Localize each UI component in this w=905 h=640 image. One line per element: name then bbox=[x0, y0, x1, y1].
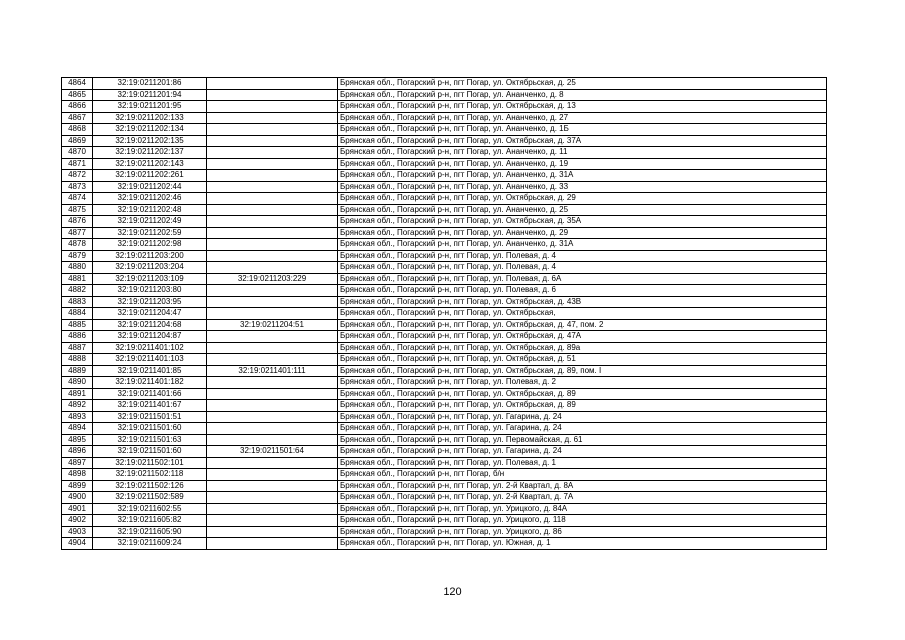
row-number-cell: 4867 bbox=[62, 112, 93, 124]
related-cadastral-cell bbox=[207, 262, 338, 274]
table-row bbox=[62, 365, 827, 377]
cadastral-number-cell: 32:19:0211202:49 bbox=[93, 216, 207, 228]
related-cadastral-cell bbox=[207, 308, 338, 320]
address-cell: Брянская обл., Погарский р-н, пгт Погар, ул. Октябрьская, д. 47, пом. 2 bbox=[338, 319, 827, 331]
related-cadastral-cell bbox=[207, 112, 338, 124]
row-number-cell: 4876 bbox=[62, 216, 93, 228]
address-cell: Брянская обл., Погарский р-н, пгт Погар, ул. Октябрьская, bbox=[338, 308, 827, 320]
table-row bbox=[62, 457, 827, 469]
table-row bbox=[62, 124, 827, 136]
row-number-cell: 4868 bbox=[62, 124, 93, 136]
table-row bbox=[62, 285, 827, 297]
cadastral-number-cell: 32:19:0211201:94 bbox=[93, 89, 207, 101]
related-cadastral-cell bbox=[207, 239, 338, 251]
address-cell: Брянская обл., Погарский р-н, пгт Погар, ул. Полевая, д. 6 bbox=[338, 285, 827, 297]
address-cell: Брянская обл., Погарский р-н, пгт Погар, ул. Ананченко, д. 31А bbox=[338, 170, 827, 182]
related-cadastral-cell bbox=[207, 434, 338, 446]
cadastral-number-cell: 32:19:0211202:48 bbox=[93, 204, 207, 216]
table-row bbox=[62, 515, 827, 527]
row-number-cell: 4895 bbox=[62, 434, 93, 446]
table-row bbox=[62, 377, 827, 389]
table-row bbox=[62, 388, 827, 400]
cadastral-number-cell: 32:19:0211501:51 bbox=[93, 411, 207, 423]
table-row bbox=[62, 434, 827, 446]
related-cadastral-cell bbox=[207, 515, 338, 527]
cadastral-number-cell: 32:19:0211605:82 bbox=[93, 515, 207, 527]
table-row bbox=[62, 89, 827, 101]
cadastral-number-cell: 32:19:0211204:47 bbox=[93, 308, 207, 320]
row-number-cell: 4904 bbox=[62, 538, 93, 550]
address-cell: Брянская обл., Погарский р-н, пгт Погар, ул. Октябрьская, д. 89а bbox=[338, 342, 827, 354]
table-row bbox=[62, 158, 827, 170]
address-cell: Брянская обл., Погарский р-н, пгт Погар, ул. Октябрьская, д. 89 bbox=[338, 400, 827, 412]
address-cell: Брянская обл., Погарский р-н, пгт Погар, ул. Ананченко, д. 29 bbox=[338, 227, 827, 239]
table-row bbox=[62, 193, 827, 205]
cadastral-number-cell: 32:19:0211204:87 bbox=[93, 331, 207, 343]
cadastral-number-cell: 32:19:0211201:86 bbox=[93, 78, 207, 90]
row-number-cell: 4891 bbox=[62, 388, 93, 400]
row-number-cell: 4878 bbox=[62, 239, 93, 251]
address-cell: Брянская обл., Погарский р-н, пгт Погар, ул. Полевая, д. 4 bbox=[338, 250, 827, 262]
related-cadastral-cell bbox=[207, 193, 338, 205]
row-number-cell: 4885 bbox=[62, 319, 93, 331]
address-cell: Брянская обл., Погарский р-н, пгт Погар, ул. Гагарина, д. 24 bbox=[338, 423, 827, 435]
row-number-cell: 4877 bbox=[62, 227, 93, 239]
related-cadastral-cell: 32:19:0211501:64 bbox=[207, 446, 338, 458]
address-cell: Брянская обл., Погарский р-н, пгт Погар, ул. Октябрьская, д. 29 bbox=[338, 193, 827, 205]
address-cell: Брянская обл., Погарский р-н, пгт Погар, ул. Октябрьская, д. 13 bbox=[338, 101, 827, 113]
row-number-cell: 4902 bbox=[62, 515, 93, 527]
related-cadastral-cell bbox=[207, 354, 338, 366]
related-cadastral-cell bbox=[207, 457, 338, 469]
address-cell: Брянская обл., Погарский р-н, пгт Погар, ул. Октябрьская, д. 47А bbox=[338, 331, 827, 343]
row-number-cell: 4893 bbox=[62, 411, 93, 423]
row-number-cell: 4871 bbox=[62, 158, 93, 170]
row-number-cell: 4898 bbox=[62, 469, 93, 481]
row-number-cell: 4866 bbox=[62, 101, 93, 113]
table-row bbox=[62, 250, 827, 262]
row-number-cell: 4899 bbox=[62, 480, 93, 492]
row-number-cell: 4880 bbox=[62, 262, 93, 274]
related-cadastral-cell: 32:19:0211204:51 bbox=[207, 319, 338, 331]
address-cell: Брянская обл., Погарский р-н, пгт Погар, ул. Октябрьская, д. 89 bbox=[338, 388, 827, 400]
related-cadastral-cell bbox=[207, 135, 338, 147]
address-cell: Брянская обл., Погарский р-н, пгт Погар, ул. Ананченко, д. 27 bbox=[338, 112, 827, 124]
cadastral-number-cell: 32:19:0211202:46 bbox=[93, 193, 207, 205]
related-cadastral-cell bbox=[207, 377, 338, 389]
address-cell: Брянская обл., Погарский р-н, пгт Погар, ул. Полевая, д. 2 bbox=[338, 377, 827, 389]
row-number-cell: 4903 bbox=[62, 526, 93, 538]
address-cell: Брянская обл., Погарский р-н, пгт Погар, ул. Октябрьская, д. 25 bbox=[338, 78, 827, 90]
table-row bbox=[62, 204, 827, 216]
address-cell: Брянская обл., Погарский р-н, пгт Погар, ул. Ананченко, д. 8 bbox=[338, 89, 827, 101]
cadastral-number-cell: 32:19:0211202:261 bbox=[93, 170, 207, 182]
related-cadastral-cell bbox=[207, 101, 338, 113]
cadastral-number-cell: 32:19:0211204:68 bbox=[93, 319, 207, 331]
cadastral-number-cell: 32:19:0211202:59 bbox=[93, 227, 207, 239]
table-row bbox=[62, 480, 827, 492]
row-number-cell: 4901 bbox=[62, 503, 93, 515]
related-cadastral-cell bbox=[207, 538, 338, 550]
related-cadastral-cell bbox=[207, 285, 338, 297]
related-cadastral-cell bbox=[207, 216, 338, 228]
row-number-cell: 4865 bbox=[62, 89, 93, 101]
cadastral-number-cell: 32:19:0211202:98 bbox=[93, 239, 207, 251]
address-cell: Брянская обл., Погарский р-н, пгт Погар, б/н bbox=[338, 469, 827, 481]
table-row bbox=[62, 492, 827, 504]
registry-table-body bbox=[62, 78, 827, 550]
address-cell: Брянская обл., Погарский р-н, пгт Погар, ул. Октябрьская, д. 89, пом. I bbox=[338, 365, 827, 377]
cadastral-number-cell: 32:19:0211202:134 bbox=[93, 124, 207, 136]
cadastral-number-cell: 32:19:0211401:103 bbox=[93, 354, 207, 366]
table-row bbox=[62, 423, 827, 435]
related-cadastral-cell bbox=[207, 158, 338, 170]
row-number-cell: 4881 bbox=[62, 273, 93, 285]
cadastral-number-cell: 32:19:0211203:200 bbox=[93, 250, 207, 262]
related-cadastral-cell bbox=[207, 204, 338, 216]
address-cell: Брянская обл., Погарский р-н, пгт Погар, ул. Полевая, д. 4 bbox=[338, 262, 827, 274]
table-row bbox=[62, 273, 827, 285]
cadastral-number-cell: 32:19:0211605:90 bbox=[93, 526, 207, 538]
row-number-cell: 4874 bbox=[62, 193, 93, 205]
table-row bbox=[62, 112, 827, 124]
address-cell: Брянская обл., Погарский р-н, пгт Погар, ул. Южная, д. 1 bbox=[338, 538, 827, 550]
row-number-cell: 4890 bbox=[62, 377, 93, 389]
table-row bbox=[62, 469, 827, 481]
address-cell: Брянская обл., Погарский р-н, пгт Погар, ул. Полевая, д. 6А bbox=[338, 273, 827, 285]
cadastral-number-cell: 32:19:0211502:101 bbox=[93, 457, 207, 469]
address-cell: Брянская обл., Погарский р-н, пгт Погар, ул. 2-й Квартал, д. 8А bbox=[338, 480, 827, 492]
cadastral-number-cell: 32:19:0211203:95 bbox=[93, 296, 207, 308]
table-row bbox=[62, 331, 827, 343]
cadastral-number-cell: 32:19:0211501:63 bbox=[93, 434, 207, 446]
cadastral-number-cell: 32:19:0211203:204 bbox=[93, 262, 207, 274]
address-cell: Брянская обл., Погарский р-н, пгт Погар, ул. Гагарина, д. 24 bbox=[338, 446, 827, 458]
address-cell: Брянская обл., Погарский р-н, пгт Погар, ул. 2-й Квартал, д. 7А bbox=[338, 492, 827, 504]
address-cell: Брянская обл., Погарский р-н, пгт Погар, ул. Первомайская, д. 61 bbox=[338, 434, 827, 446]
address-cell: Брянская обл., Погарский р-н, пгт Погар, ул. Урицкого, д. 84А bbox=[338, 503, 827, 515]
table-row bbox=[62, 526, 827, 538]
cadastral-number-cell: 32:19:0211203:80 bbox=[93, 285, 207, 297]
row-number-cell: 4869 bbox=[62, 135, 93, 147]
address-cell: Брянская обл., Погарский р-н, пгт Погар, ул. Октябрьская, д. 35А bbox=[338, 216, 827, 228]
related-cadastral-cell bbox=[207, 400, 338, 412]
related-cadastral-cell bbox=[207, 331, 338, 343]
cadastral-number-cell: 32:19:0211401:66 bbox=[93, 388, 207, 400]
address-cell: Брянская обл., Погарский р-н, пгт Погар, ул. Ананченко, д. 31А bbox=[338, 239, 827, 251]
related-cadastral-cell bbox=[207, 388, 338, 400]
cadastral-number-cell: 32:19:0211401:85 bbox=[93, 365, 207, 377]
table-row bbox=[62, 411, 827, 423]
table-row bbox=[62, 135, 827, 147]
cadastral-number-cell: 32:19:0211201:95 bbox=[93, 101, 207, 113]
table-row bbox=[62, 446, 827, 458]
related-cadastral-cell: 32:19:0211401:111 bbox=[207, 365, 338, 377]
related-cadastral-cell bbox=[207, 342, 338, 354]
address-cell: Брянская обл., Погарский р-н, пгт Погар, ул. Полевая, д. 1 bbox=[338, 457, 827, 469]
related-cadastral-cell bbox=[207, 170, 338, 182]
table-row bbox=[62, 78, 827, 90]
address-cell: Брянская обл., Погарский р-н, пгт Погар, ул. Гагарина, д. 24 bbox=[338, 411, 827, 423]
row-number-cell: 4896 bbox=[62, 446, 93, 458]
table-row bbox=[62, 262, 827, 274]
cadastral-number-cell: 32:19:0211609:24 bbox=[93, 538, 207, 550]
table-row bbox=[62, 342, 827, 354]
cadastral-number-cell: 32:19:0211501:60 bbox=[93, 423, 207, 435]
row-number-cell: 4889 bbox=[62, 365, 93, 377]
row-number-cell: 4864 bbox=[62, 78, 93, 90]
table-row bbox=[62, 319, 827, 331]
cadastral-number-cell: 32:19:0211401:102 bbox=[93, 342, 207, 354]
table-row bbox=[62, 147, 827, 159]
cadastral-number-cell: 32:19:0211203:109 bbox=[93, 273, 207, 285]
row-number-cell: 4870 bbox=[62, 147, 93, 159]
row-number-cell: 4900 bbox=[62, 492, 93, 504]
row-number-cell: 4879 bbox=[62, 250, 93, 262]
row-number-cell: 4872 bbox=[62, 170, 93, 182]
cadastral-number-cell: 32:19:0211202:137 bbox=[93, 147, 207, 159]
row-number-cell: 4886 bbox=[62, 331, 93, 343]
related-cadastral-cell bbox=[207, 469, 338, 481]
cadastral-number-cell: 32:19:0211502:118 bbox=[93, 469, 207, 481]
table-row bbox=[62, 239, 827, 251]
table-row bbox=[62, 170, 827, 182]
address-cell: Брянская обл., Погарский р-н, пгт Погар, ул. Урицкого, д. 86 bbox=[338, 526, 827, 538]
row-number-cell: 4882 bbox=[62, 285, 93, 297]
cadastral-number-cell: 32:19:0211501:60 bbox=[93, 446, 207, 458]
table-row bbox=[62, 216, 827, 228]
row-number-cell: 4873 bbox=[62, 181, 93, 193]
row-number-cell: 4888 bbox=[62, 354, 93, 366]
related-cadastral-cell bbox=[207, 181, 338, 193]
table-row bbox=[62, 503, 827, 515]
cadastral-number-cell: 32:19:0211401:67 bbox=[93, 400, 207, 412]
cadastral-number-cell: 32:19:0211202:44 bbox=[93, 181, 207, 193]
address-cell: Брянская обл., Погарский р-н, пгт Погар, ул. Октябрьская, д. 51 bbox=[338, 354, 827, 366]
related-cadastral-cell bbox=[207, 526, 338, 538]
address-cell: Брянская обл., Погарский р-н, пгт Погар, ул. Ананченко, д. 19 bbox=[338, 158, 827, 170]
cadastral-number-cell: 32:19:0211401:182 bbox=[93, 377, 207, 389]
table-row bbox=[62, 538, 827, 550]
address-cell: Брянская обл., Погарский р-н, пгт Погар, ул. Октябрьская, д. 43В bbox=[338, 296, 827, 308]
table-row bbox=[62, 296, 827, 308]
related-cadastral-cell bbox=[207, 411, 338, 423]
registry-table bbox=[61, 77, 827, 550]
row-number-cell: 4894 bbox=[62, 423, 93, 435]
cadastral-number-cell: 32:19:0211202:133 bbox=[93, 112, 207, 124]
row-number-cell: 4897 bbox=[62, 457, 93, 469]
address-cell: Брянская обл., Погарский р-н, пгт Погар, ул. Ананченко, д. 25 bbox=[338, 204, 827, 216]
row-number-cell: 4884 bbox=[62, 308, 93, 320]
address-cell: Брянская обл., Погарский р-н, пгт Погар, ул. Октябрьская, д. 37А bbox=[338, 135, 827, 147]
related-cadastral-cell bbox=[207, 227, 338, 239]
related-cadastral-cell bbox=[207, 423, 338, 435]
table-row bbox=[62, 400, 827, 412]
page-number: 120 bbox=[443, 586, 462, 598]
related-cadastral-cell bbox=[207, 296, 338, 308]
related-cadastral-cell bbox=[207, 78, 338, 90]
address-cell: Брянская обл., Погарский р-н, пгт Погар, ул. Ананченко, д. 33 bbox=[338, 181, 827, 193]
related-cadastral-cell bbox=[207, 503, 338, 515]
address-cell: Брянская обл., Погарский р-н, пгт Погар, ул. Ананченко, д. 11 bbox=[338, 147, 827, 159]
row-number-cell: 4883 bbox=[62, 296, 93, 308]
cadastral-number-cell: 32:19:0211202:135 bbox=[93, 135, 207, 147]
table-row bbox=[62, 227, 827, 239]
related-cadastral-cell bbox=[207, 480, 338, 492]
related-cadastral-cell bbox=[207, 124, 338, 136]
related-cadastral-cell bbox=[207, 492, 338, 504]
cadastral-number-cell: 32:19:0211602:55 bbox=[93, 503, 207, 515]
table-row bbox=[62, 181, 827, 193]
cadastral-number-cell: 32:19:0211502:126 bbox=[93, 480, 207, 492]
row-number-cell: 4887 bbox=[62, 342, 93, 354]
related-cadastral-cell bbox=[207, 89, 338, 101]
related-cadastral-cell bbox=[207, 250, 338, 262]
table-row bbox=[62, 354, 827, 366]
address-cell: Брянская обл., Погарский р-н, пгт Погар, ул. Ананченко, д. 1Б bbox=[338, 124, 827, 136]
row-number-cell: 4892 bbox=[62, 400, 93, 412]
cadastral-number-cell: 32:19:0211202:143 bbox=[93, 158, 207, 170]
row-number-cell: 4875 bbox=[62, 204, 93, 216]
related-cadastral-cell: 32:19:0211203:229 bbox=[207, 273, 338, 285]
cadastral-number-cell: 32:19:0211502:589 bbox=[93, 492, 207, 504]
address-cell: Брянская обл., Погарский р-н, пгт Погар, ул. Урицкого, д. 118 bbox=[338, 515, 827, 527]
table-row bbox=[62, 101, 827, 113]
related-cadastral-cell bbox=[207, 147, 338, 159]
table-row bbox=[62, 308, 827, 320]
